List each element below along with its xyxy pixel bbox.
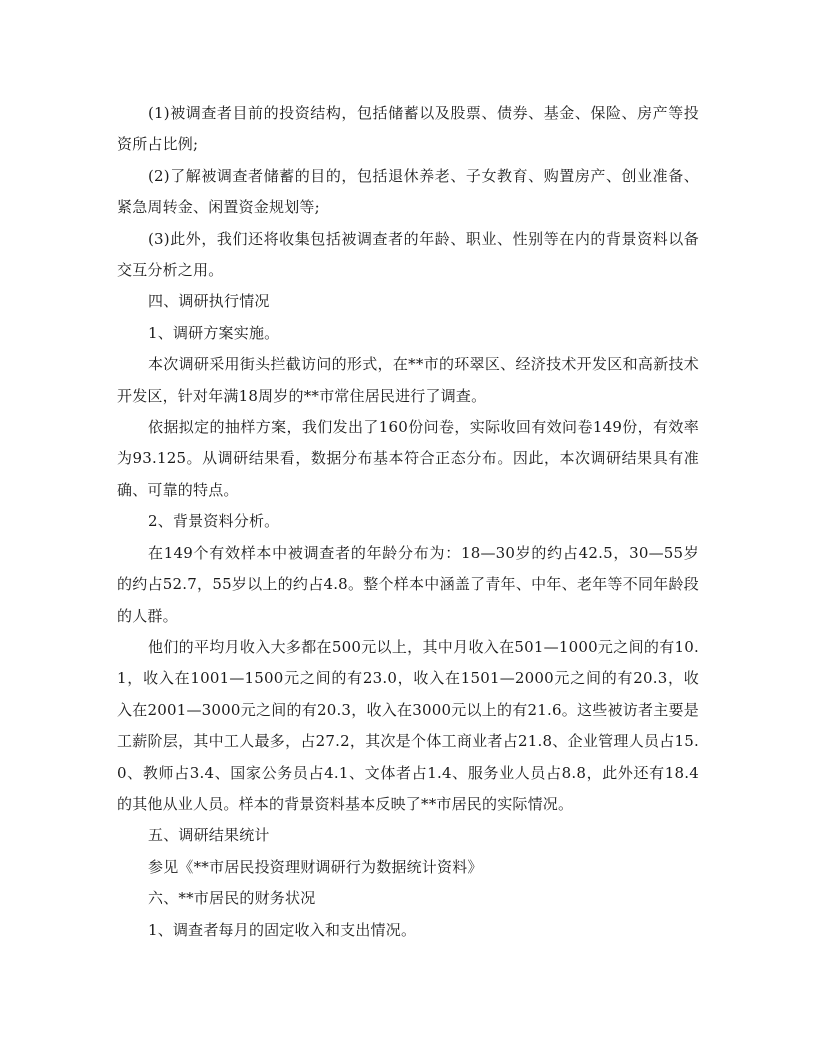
subheading-income-expense: 1、调查者每月的固定收入和支出情况。 bbox=[148, 920, 417, 939]
paragraph-reference: 参见《**市居民投资理财调研行为数据统计资料》 bbox=[148, 857, 483, 876]
section-heading-financial-status: 六、**市居民的财务状况 bbox=[148, 889, 316, 908]
section-heading-statistics: 五、调研结果统计 bbox=[148, 826, 270, 845]
paragraph-age-distribution: 在149个有效样本中被调查者的年龄分布为：18—30岁的约占42.5，30—55岁的约占52.7，55岁以上的约占4.8。整个样本中涵盖了青年、中年、老年等不同年龄段的人群。 bbox=[117, 543, 699, 625]
paragraph-income-occupation: 他们的平均月收入大多都在500元以上，其中月收入在501—1000元之间的有10.1，收入在1001—1500元之间的有23.0，收入在1501—2000元之间的有20.3，收入在2001—3000元之间的有20.3，收入在3000元以上的有21.6。这些被访者主要是工薪阶层，其中工人最多，占27.2，其次是个体工商业者占21.8、企业管理人员占15.0、教师占3.4、国家公务员占4.1、文体者占1.4、服务业人员占8.8，此外还有18.4的其他从业人员。样本的背景资料基本反映了**市居民的实际情况。 bbox=[117, 637, 699, 813]
paragraph-background-data: (3)此外，我们还将收集包括被调查者的年龄、职业、性别等在内的背景资料以备交互分析之用。 bbox=[117, 229, 699, 280]
subheading-plan-implementation: 1、调研方案实施。 bbox=[148, 323, 280, 342]
paragraph-investment-structure: (1)被调查者目前的投资结构，包括储蓄以及股票、债券、基金、保险、房产等投资所占比例; bbox=[117, 104, 699, 154]
paragraph-sampling: 依据拟定的抽样方案，我们发出了160份问卷，实际收回有效问卷149份，有效率为93.125。从调研结果看，数据分布基本符合正态分布。因此，本次调研结果具有准确、可靠的特点。 bbox=[117, 418, 699, 499]
section-heading-execution: 四、调研执行情况 bbox=[148, 292, 270, 311]
paragraph-survey-method: 本次调研采用街头拦截访问的形式，在**市的环翠区、经济技术开发区和高新技术开发区，针对年满18周岁的**市常住居民进行了调查。 bbox=[117, 355, 699, 405]
subheading-background-analysis: 2、背景资料分析。 bbox=[148, 512, 280, 531]
paragraph-savings-purpose: (2)了解被调查者储蓄的目的，包括退休养老、子女教育、购置房产、创业准备、紧急周转金、闲置资金规划等; bbox=[117, 166, 699, 217]
document-body bbox=[117, 98, 699, 946]
